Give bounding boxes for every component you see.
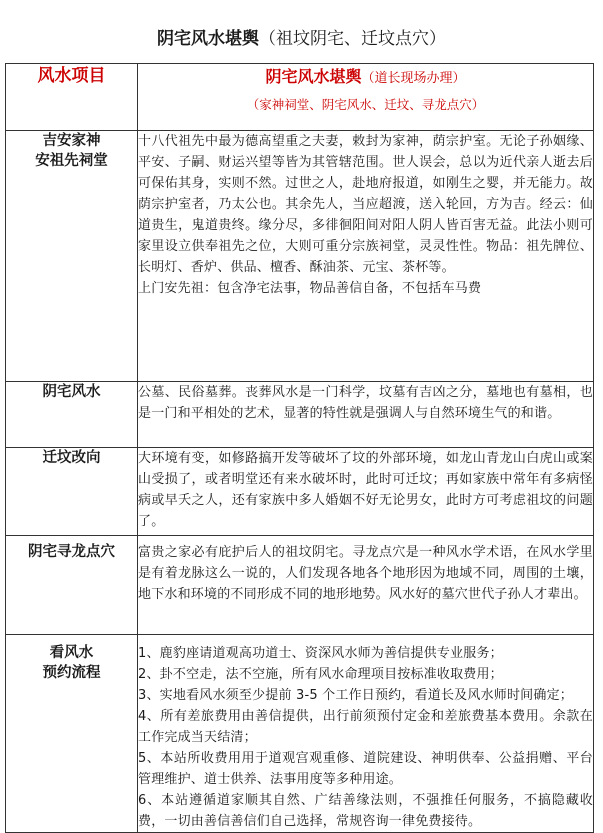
row-text-cell bbox=[138, 448, 594, 536]
header-right-cell bbox=[138, 64, 594, 131]
table-row bbox=[6, 448, 594, 536]
row-text: 公墓、民俗墓葬。丧葬风水是一门科学，坟墓有吉凶之分，墓地也有墓相，也是一门和平相处的艺术，显著的特性就是强调人与自然环境生气的和谐。 bbox=[138, 385, 593, 421]
row-label-line1: 吉安家神 bbox=[42, 133, 101, 149]
header-left-cell bbox=[6, 64, 138, 131]
header-left-label: 风水项目 bbox=[37, 66, 106, 86]
row-label-cell bbox=[6, 382, 138, 448]
row-text-cell bbox=[138, 382, 594, 448]
row-text: 富贵之家必有庇护后人的祖坟阴宅。寻龙点穴是一种风水学术语，在风水学里是有着龙脉这么一说的，人们发现各地各个地形因为地域不同，周围的土壤，地下水和环境的不同形成不同的地形地势。风水好的墓穴世代子孙人才辈出。 bbox=[138, 545, 593, 602]
row-label-line1: 看风水 bbox=[49, 645, 94, 661]
list-item: 6、本站遵循道家顺其自然、广结善缘法则，不强推任何服务，不搞隐藏收费，一切由善信善信们自己选择，常规咨询一律免费接待。 bbox=[138, 793, 593, 829]
table-row bbox=[6, 536, 594, 635]
list-item: 3、实地看风水须至少提前 3-5 个工作日预约，看道长及风水师时间确定； bbox=[138, 688, 573, 703]
header-right-sub: （道长现场办理） bbox=[361, 71, 466, 86]
page-title-sub: （祖坟阴宅、迁坟点穴） bbox=[259, 29, 446, 49]
table-row bbox=[6, 635, 594, 833]
list-item: 2、卦不空走，法不空施，所有风水命理项目按标准收取费用； bbox=[138, 667, 503, 682]
list-item: 4、所有差旅费用由善信提供，出行前须预付定金和差旅费基本费用。余款在工作完成当天结清； bbox=[138, 709, 593, 745]
row-label-cell bbox=[6, 536, 138, 635]
header-right-main: 阴宅风水堪舆 bbox=[265, 67, 362, 86]
page-title bbox=[0, 28, 603, 50]
row-text: 大环境有变，如修路搞开发等破坏了坟的外部环境，如龙山青龙山白虎山或案山受损了，或者明堂还有来水破坏时，此时可迁坟；再如家族中常年有多病怪病或早夭之人，还有家族中多人婚姻不好无论男女，此时方可考虑祖坟的问题了。 bbox=[138, 451, 593, 529]
list-item: 1、鹿豹座请道观高功道士、资深风水师为善信提供专业服务； bbox=[138, 646, 503, 661]
row-text: 十八代祖先中最为德高望重之夫妻，敕封为家神，荫宗护室。无论子孙姻缘、平安、子嗣、财运兴望等皆为其管辖范围。世人误会，总以为近代亲人逝去后可保佑其身，实则不然。过世之人，赴地府报道，如刚生之婴，并无能力。故荫宗护室者，乃太公也。其余先人，当应超渡，送入轮回，方为吉。经云：仙道贵生，鬼道贵终。缘分尽，多徘徊阳间对阳人阴人皆百害无益。此法小则可家里设立供奉祖先之位，大则可重分宗族祠堂，灵灵性性。物品：祖先牌位、长明灯、香炉、供品、檀香、酥油茶、元宝、茶杯等。 bbox=[138, 134, 593, 275]
row-label-cell bbox=[6, 635, 138, 833]
row-text-cell bbox=[138, 635, 594, 833]
row-text-extra: 上门安先祖：包含净宅法事，物品善信自备，不包括车马费 bbox=[138, 281, 482, 296]
row-label-line1: 迁坟改向 bbox=[42, 450, 101, 466]
list-item: 5、本站所收费用用于道观宫观重修、道院建设、神明供奉、公益捐赠、平台管理维护、道士供养、法事用度等多种用途。 bbox=[138, 751, 593, 787]
row-text-cell bbox=[138, 536, 594, 635]
service-table bbox=[5, 63, 594, 833]
row-label-line2: 预约流程 bbox=[42, 665, 101, 681]
table-row bbox=[6, 131, 594, 382]
header-right-line2: （家神祠堂、阴宅风水、迁坟、寻龙点穴） bbox=[246, 97, 485, 112]
row-text-cell bbox=[138, 131, 594, 382]
row-label-cell bbox=[6, 131, 138, 382]
row-label-cell bbox=[6, 448, 138, 536]
table-header-row bbox=[6, 64, 594, 131]
row-label-line1: 阴宅风水 bbox=[42, 384, 101, 400]
page-title-main: 阴宅风水堪舆 bbox=[157, 29, 259, 49]
row-label-line2: 安祖先祠堂 bbox=[35, 153, 108, 169]
row-label-line1: 阴宅寻龙点穴 bbox=[28, 544, 115, 560]
table-row bbox=[6, 382, 594, 448]
